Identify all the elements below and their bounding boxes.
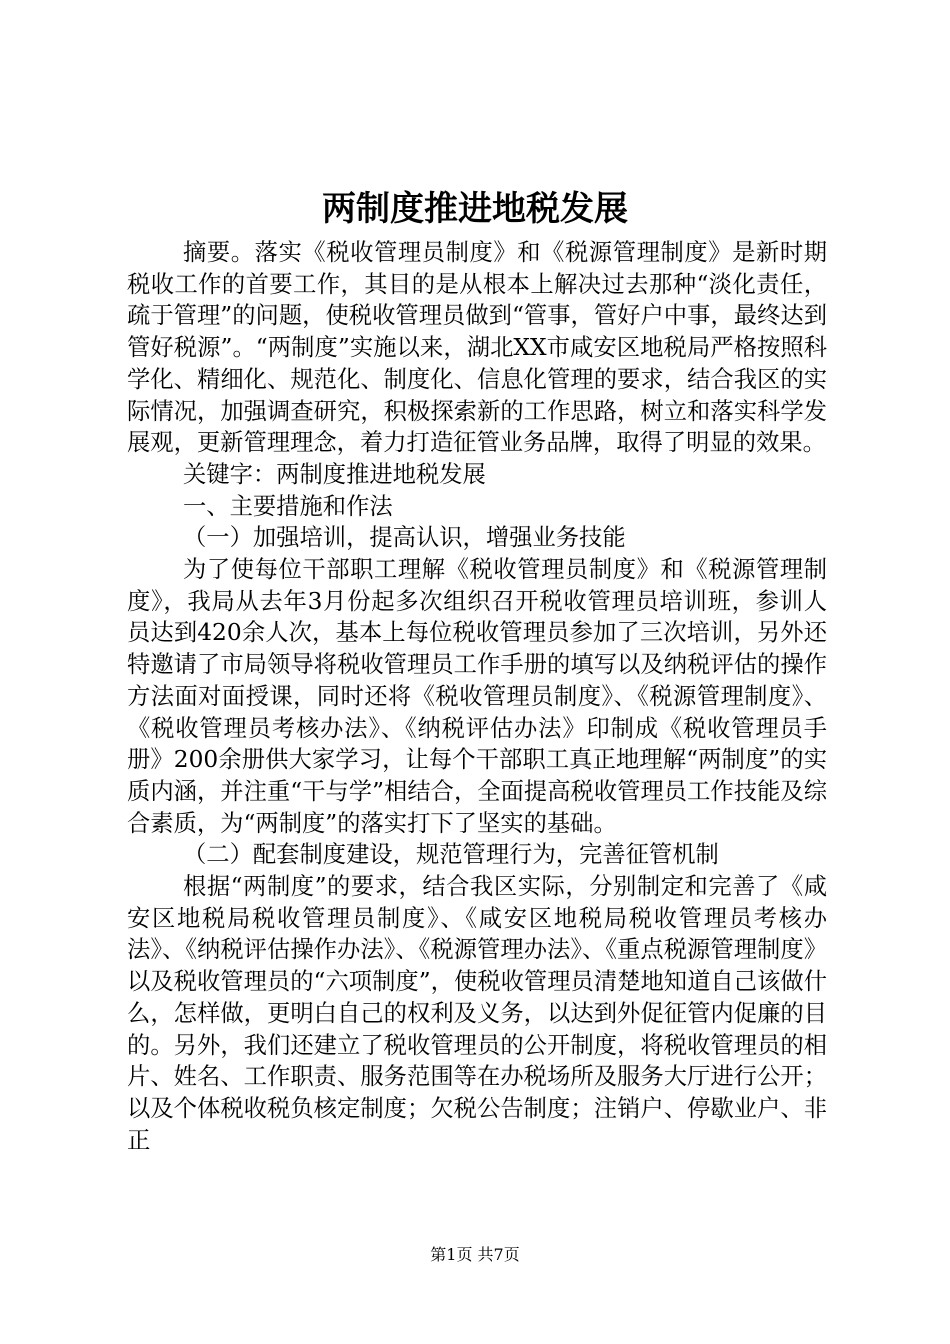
document-title: 两制度推进地税发展: [322, 189, 628, 229]
document-body: [127, 237, 827, 1156]
section-heading: 一、主要措施和作法: [183, 492, 393, 520]
keywords-line: 关键字：两制度推进地税发展: [183, 460, 486, 488]
subsection-heading: （一）加强培训，提高认识，增强业务技能: [183, 524, 626, 552]
page-number-footer: 第1页 共7页: [430, 1245, 520, 1264]
body-paragraph: 为了使每位干部职工理解《税收管理员制度》和《税源管理制度》，我局从去年3月份起多次组织召开税收管理员培训班，参训人员达到420余人次，基本上每位税收管理员参加了三次培训，另外还特邀请了市局领导将税收管理员工作手册的填写以及纳税评估的操作方法面对面授课，同时还将《税收管理员制度》、《税源管理制度》、《税收管理员考核办法》、《纳税评估办法》印制成《税收管理员手册》200余册供大家学习，让每个干部职工真正地理解“两制度”的实质内涵，并注重“干与学”相结合，全面提高税收管理员工作技能及综合素质，为“两制度”的落实打下了坚实的基础。: [127, 556, 827, 837]
abstract-paragraph: 摘要。落实《税收管理员制度》和《税源管理制度》是新时期税收工作的首要工作，其目的是从根本上解决过去那种“淡化责任，疏于管理”的问题，使税收管理员做到“管事，管好户中事，最终达到管好税源”。“两制度”实施以来，湖北XX市咸安区地税局严格按照科学化、精细化、规范化、制度化、信息化管理的要求，结合我区的实际情况，加强调查研究，积极探索新的工作思路，树立和落实科学发展观，更新管理理念，着力打造征管业务品牌，取得了明显的效果。: [127, 239, 827, 457]
subsection-heading: （二）配套制度建设，规范管理行为，完善征管机制: [183, 841, 719, 869]
body-paragraph: 根据“两制度”的要求，结合我区实际，分别制定和完善了《咸安区地税局税收管理员制度》、《咸安区地税局税收管理员考核办法》、《纳税评估操作办法》、《税源管理办法》、《重点税源管理制度》以及税收管理员的“六项制度”，使税收管理员清楚地知道自己该做什么，怎样做，更明白自己的权利及义务，以达到外促征管内促廉的目的。另外，我们还建立了税收管理员的公开制度，将税收管理员的相片、姓名、工作职责、服务范围等在办税场所及服务大厅进行公开；以及个体税收税负核定制度；欠税公告制度；注销户、停歇业户、非正: [127, 873, 827, 1154]
